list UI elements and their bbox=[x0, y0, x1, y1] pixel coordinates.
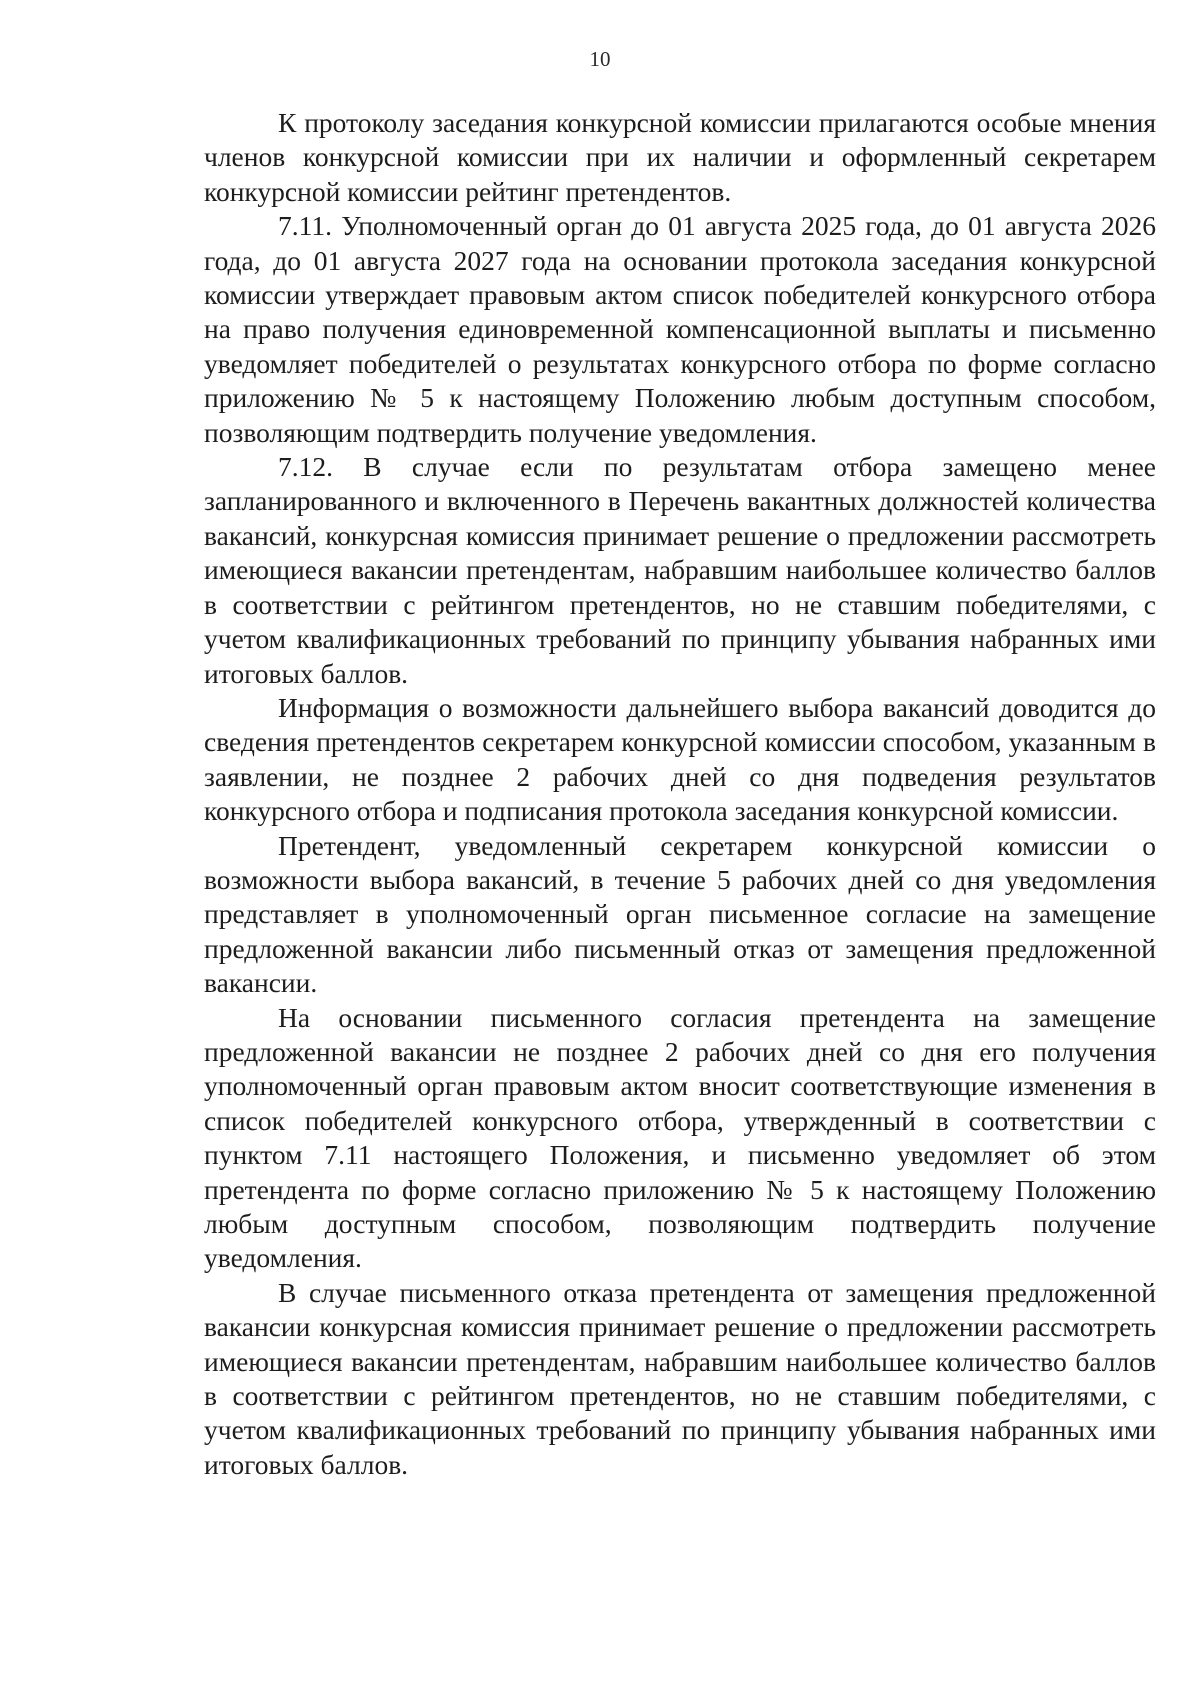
paragraph-7-11: 7.11. Уполномоченный орган до 01 августа 2025 года, до 01 августа 2026 года, до 01 августа 2027 года на основании протокола заседания конкурсной комиссии утверждает правовым актом список победителей конкурсного отбора на право получения единовременной компенсационной выплаты и письменно уведомляет победителей о результатах конкурсного отбора по форме согласно приложению № 5 к настоящему Положению любым доступным способом, позволяющим подтвердить получение уведомления. bbox=[204, 210, 1156, 448]
page-number: 10 bbox=[589, 47, 611, 71]
paragraph-written-consent: На основании письменного согласия претендента на замещение предложенной вакансии не позднее 2 рабочих дней со дня его получения уполномоченный орган правовым актом вносит соответствующие изменения в список победителей конкурсного отбора, утвержденный в соответствии с пунктом 7.11 настоящего Положения, и письменно уведомляет об этом претендента по форме согласно приложению № 5 к настоящему Положению любым доступным способом, позволяющим подтвердить получение уведомления. bbox=[204, 1001, 1156, 1274]
paragraph-7-12: 7.12. В случае если по результатам отбора замещено менее запланированного и включенного в Перечень вакантных должностей количества вакансий, конкурсная комиссия принимает решение о предложении рассмотреть имеющиеся вакансии претендентам, набравшим наибольшее количество баллов в соответствии с рейтингом претендентов, но не ставшим победителями, с учетом квалификационных требований по принципу убывания набранных ими итоговых баллов. bbox=[204, 451, 1156, 689]
paragraph-candidate-notification: Претендент, уведомленный секретарем конкурсной комиссии о возможности выбора вакансий, в течение 5 рабочих дней со дня уведомления представляет в уполномоченный орган письменное согласие на замещение предложенной вакансии либо письменный отказ от замещения предложенной вакансии. bbox=[204, 829, 1156, 999]
paragraph-protocol-attachments: К протоколу заседания конкурсной комиссии прилагаются особые мнения членов конкурсной комиссии при их наличии и оформленный секретарем конкурсной комиссии рейтинг претендентов. bbox=[204, 107, 1156, 207]
document-body bbox=[204, 106, 1156, 1482]
paragraph-written-refusal: В случае письменного отказа претендента от замещения предложенной вакансии конкурсная комиссия принимает решение о предложении рассмотреть имеющиеся вакансии претендентам, набравшим наибольшее количество баллов в соответствии с рейтингом претендентов, но не ставшим победителями, с учетом квалификационных требований по принципу убывания набранных ими итоговых баллов. bbox=[204, 1276, 1156, 1480]
paragraph-vacancy-information: Информация о возможности дальнейшего выбора вакансий доводится до сведения претендентов секретарем конкурсной комиссии способом, указанным в заявлении, не позднее 2 рабочих дней со дня подведения результатов конкурсного отбора и подписания протокола заседания конкурсной комиссии. bbox=[204, 691, 1156, 827]
